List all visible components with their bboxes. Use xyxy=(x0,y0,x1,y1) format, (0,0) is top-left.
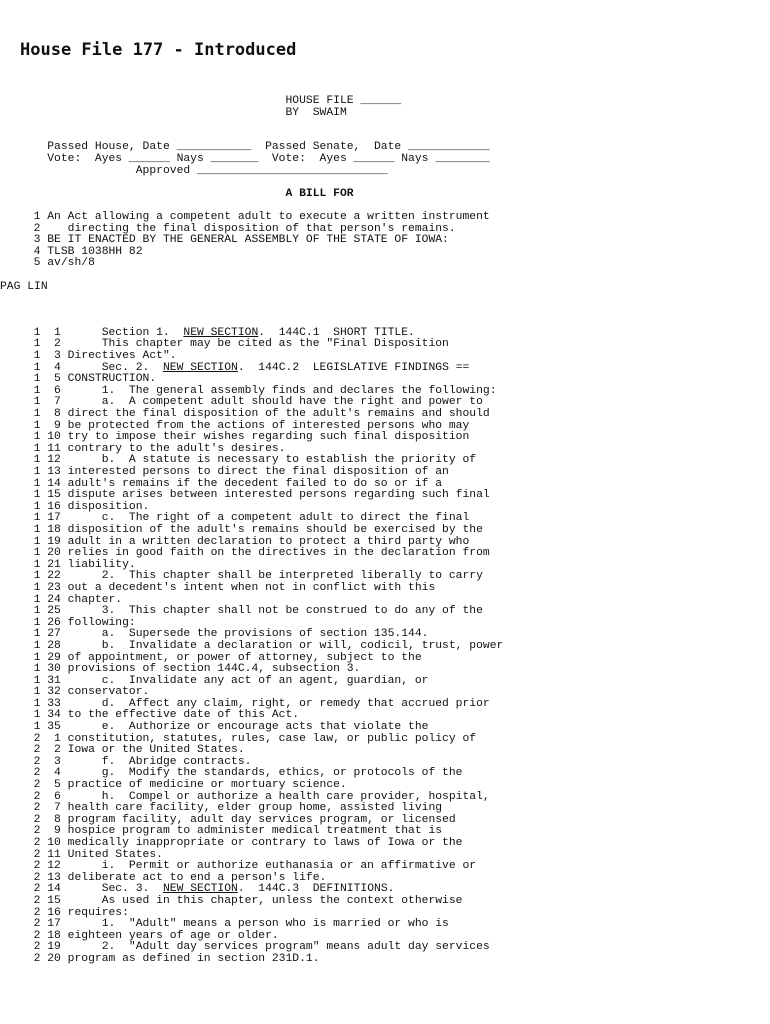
bill-line-text: 1 23 out a decedent's intent when not in conflict with this xyxy=(20,581,436,594)
bill-line-text: 1 26 following: xyxy=(20,616,136,629)
bill-line-text: 1 15 dispute arises between interested persons regarding such final xyxy=(20,489,490,502)
bill-line-text: 1 22 2. This chapter shall be interpreted liberally to carry xyxy=(20,570,483,583)
bill-line-text: 2 19 2. "Adult day services program" means adult day services xyxy=(20,941,490,954)
preamble xyxy=(20,212,503,270)
bill-line-text: 1 18 disposition of the adult's remains should be exercised by the xyxy=(20,523,483,536)
bill-text xyxy=(20,328,503,966)
sponsor-line: BY SWAIM xyxy=(20,106,347,119)
bill-line-text: 2 18 eighteen years of age or older. xyxy=(20,929,279,942)
vote-line: Vote: Ayes ______ Nays _______ Vote: Ayes ______ Nays ________ xyxy=(20,152,490,165)
bill-line-text: 1 9 be protected from the actions of interested persons who may xyxy=(20,419,470,432)
bill-line-text: 1 31 c. Invalidate any act of an agent, guardian, or xyxy=(20,674,429,687)
bill-line-text: 1 1 Section 1. xyxy=(20,326,184,339)
bill-line-text: 2 10 medically inappropriate or contrary to laws of Iowa or the xyxy=(20,837,463,849)
bill-line-text: 2 15 As used in this chapter, unless the context otherwise xyxy=(20,894,463,907)
bill-line-text: 1 14 adult's remains if the decedent failed to do so or if a xyxy=(20,477,443,490)
bill-line-text: 1 5 CONSTRUCTION. xyxy=(20,373,157,386)
bill-for-indent xyxy=(20,188,286,200)
bill-line-text: 1 28 b. Invalidate a declaration or will, codicil, trust, power xyxy=(20,639,504,652)
bill-line-text: 1 11 contrary to the adult's desires. xyxy=(20,442,286,455)
bill-line-text: 1 33 d. Affect any claim, right, or remedy that accrued prior xyxy=(20,697,490,710)
house-file-line: HOUSE FILE ______ xyxy=(20,95,402,107)
bill-line-text: 2 2 Iowa or the United States. xyxy=(20,744,245,757)
bill-line-text: 1 32 conservator. xyxy=(20,686,150,699)
bill-line-text: 1 16 disposition. xyxy=(20,500,150,513)
bill-document xyxy=(0,95,504,966)
bill-line-text: 1 34 to the effective date of this Act. xyxy=(20,709,300,722)
bill-line-text: 2 13 deliberate act to end a person's life. xyxy=(20,871,327,884)
bill-line-text: 1 20 relies in good faith on the directives in the declaration from xyxy=(20,547,490,560)
bill-line-text: 1 2 This chapter may be cited as the "Final Disposition xyxy=(20,338,449,351)
preamble-line: 5 av/sh/8 xyxy=(20,257,95,270)
bill-line-text: 2 11 United States. xyxy=(20,848,163,861)
bill-line-text: 1 7 a. A competent adult should have the right and power to xyxy=(20,396,483,409)
bill-line-text: 2 14 Sec. 3. xyxy=(20,883,163,896)
bill-line-text: 1 24 chapter. xyxy=(20,593,123,606)
preamble-line: 3 BE IT ENACTED BY THE GENERAL ASSEMBLY OF THE STATE OF IOWA: xyxy=(20,234,449,247)
preamble-line: 4 TLSB 1038HH 82 xyxy=(20,245,143,258)
new-section-marker: NEW SECTION xyxy=(183,326,259,339)
bill-line-text: 2 12 i. Permit or authorize euthanasia or an affirmative or xyxy=(20,860,477,873)
approved-line: Approved ____________________________ xyxy=(20,164,388,177)
bill-line-text: 1 6 1. The general assembly finds and declares the following: xyxy=(20,384,497,397)
preamble-line: 2 directing the final disposition of that person's remains. xyxy=(20,222,456,235)
bill-line-text: 1 25 3. This chapter shall not be construed to do any of the xyxy=(20,605,483,618)
bill-line-text: 2 1 constitution, statutes, rules, case law, or public policy of xyxy=(20,732,477,745)
bill-line-text: 1 10 try to impose their wishes regarding such final disposition xyxy=(20,431,470,444)
page-title: House File 177 - Introduced xyxy=(20,40,297,60)
bill-line-text: 2 16 requires: xyxy=(20,906,129,919)
bill-line-text: 2 7 health care facility, elder group home, assisted living xyxy=(20,802,443,815)
new-section-marker: NEW SECTION xyxy=(162,361,238,374)
bill-line-text: 1 30 provisions of section 144C.4, subsection 3. xyxy=(20,663,361,676)
bill-line-text-tail: . 144C.2 LEGISLATIVE FINDINGS == xyxy=(237,361,470,374)
bill-line-text: 2 3 f. Abridge contracts. xyxy=(20,755,252,768)
bill-line-text: 2 6 h. Compel or authorize a health care provider, hospital, xyxy=(20,790,490,803)
bill-for-heading: A BILL FOR xyxy=(285,187,354,200)
bill-line-text: 1 3 Directives Act". xyxy=(20,350,177,363)
bill-line-text-tail: . 144C.3 DEFINITIONS. xyxy=(237,883,395,896)
bill-line-text: 2 5 practice of medicine or mortuary science. xyxy=(20,779,347,792)
bill-line-text: 2 17 1. "Adult" means a person who is married or who is xyxy=(20,918,449,931)
bill-line-text: 1 21 liability. xyxy=(20,558,136,571)
bill-line-text: 1 29 of appointment, or power of attorney, subject to the xyxy=(20,651,422,664)
bill-line-text: 1 12 b. A statute is necessary to establish the priority of xyxy=(20,454,477,467)
bill-line-text: 2 20 program as defined in section 231D.1. xyxy=(20,952,320,965)
bill-line-text: 1 13 interested persons to direct the final disposition of an xyxy=(20,466,449,478)
bill-line xyxy=(20,954,503,966)
bill-line-text: 2 9 hospice program to administer medical treatment that is xyxy=(20,825,443,838)
bill-line-text: 2 4 g. Modify the standards, ethics, or protocols of the xyxy=(20,767,463,780)
bill-line-text-tail: . 144C.1 SHORT TITLE. xyxy=(258,326,415,339)
new-section-marker: NEW SECTION xyxy=(162,883,238,896)
pag-lin-label: PAG LIN xyxy=(0,280,48,293)
bill-line-text: 2 8 program facility, adult day services program, or licensed xyxy=(20,813,456,826)
preamble-line: 1 An Act allowing a competent adult to execute a written instrument xyxy=(20,210,490,223)
bill-line-text: 1 8 direct the final disposition of the adult's remains and should xyxy=(20,408,490,421)
passed-line: Passed House, Date ___________ Passed Senate, Date ____________ xyxy=(20,141,490,154)
bill-line-text: 1 19 adult in a written declaration to protect a third party who xyxy=(20,535,470,548)
bill-line-text: 1 17 c. The right of a competent adult to direct the final xyxy=(20,512,470,525)
bill-line-text: 1 4 Sec. 2. xyxy=(20,361,163,374)
bill-line-text: 1 27 a. Supersede the provisions of section 135.144. xyxy=(20,628,429,641)
bill-line-text: 1 35 e. Authorize or encourage acts that violate the xyxy=(20,721,429,734)
